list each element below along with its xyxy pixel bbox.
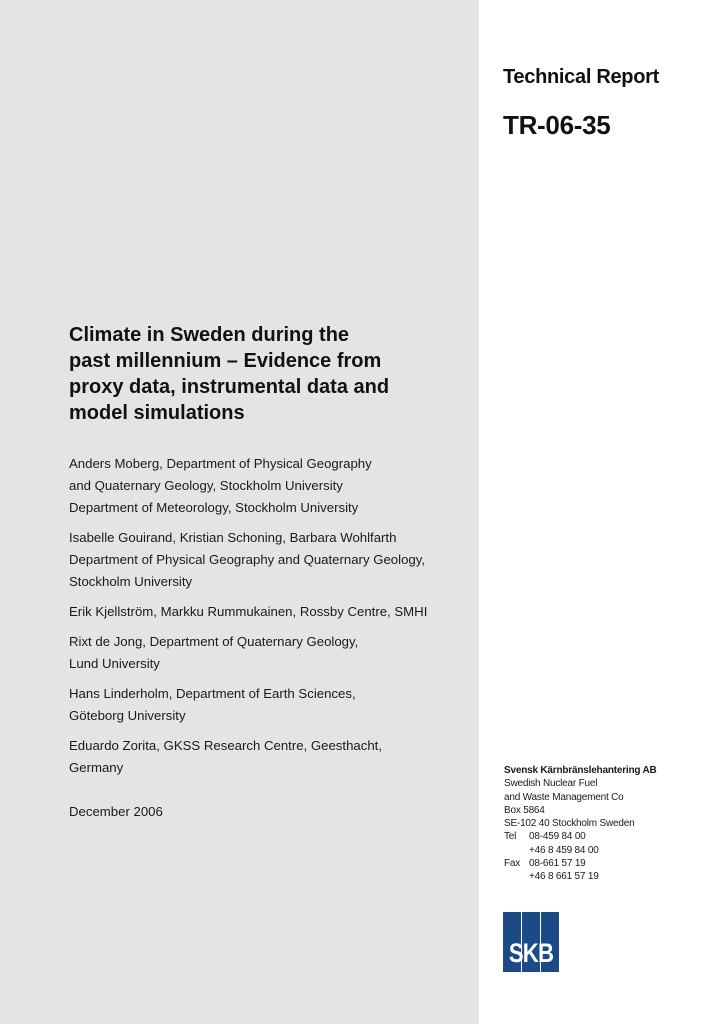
tel-row xyxy=(504,830,657,843)
spacer xyxy=(504,870,529,883)
report-type-label: Technical Report xyxy=(503,66,659,88)
author-line: and Quaternary Geology, Stockholm University xyxy=(69,478,343,493)
author-line: Department of Physical Geography and Quaternary Geology, xyxy=(69,552,426,567)
author-line: Stockholm University xyxy=(69,574,193,589)
author-line: Erik Kjellström, Markku Rummukainen, Rossby Centre, SMHI xyxy=(69,604,428,619)
address-line: Swedish Nuclear Fuel xyxy=(504,778,598,790)
report-title xyxy=(69,322,469,426)
report-number: TR-06-35 xyxy=(503,110,611,140)
fax-row-intl xyxy=(504,870,657,883)
author-line: Hans Linderholm, Department of Earth Sciences, xyxy=(69,686,356,701)
author-entry xyxy=(69,527,469,593)
author-entry xyxy=(69,601,469,623)
title-line: proxy data, instrumental data and xyxy=(69,376,390,398)
author-entry xyxy=(69,683,469,727)
publisher-company: Svensk Kärnbränslehantering AB xyxy=(504,765,657,776)
logo-text: SKB xyxy=(508,938,554,968)
author-line: Eduardo Zorita, GKSS Research Centre, Geesthacht, xyxy=(69,738,382,753)
fax-label: Fax xyxy=(504,858,521,870)
address-line: Box 5864 xyxy=(504,804,545,816)
author-list xyxy=(69,453,469,787)
author-line: Göteborg University xyxy=(69,708,186,723)
author-line: Rixt de Jong, Department of Quaternary Geology, xyxy=(69,634,359,649)
fax-row xyxy=(504,857,657,870)
tel-number-international: +46 8 459 84 00 xyxy=(529,844,599,856)
title-line: model simulations xyxy=(69,402,245,424)
tel-label: Tel xyxy=(504,831,517,843)
author-line: Isabelle Gouirand, Kristian Schoning, Barbara Wohlfarth xyxy=(69,530,397,545)
author-line: Lund University xyxy=(69,656,160,671)
author-line: Anders Moberg, Department of Physical Geography xyxy=(69,456,372,471)
title-line: Climate in Sweden during the xyxy=(69,324,350,346)
author-line: Department of Meteorology, Stockholm University xyxy=(69,500,359,515)
publication-date: December 2006 xyxy=(69,804,163,819)
tel-row-intl xyxy=(504,844,657,857)
fax-number-international: +46 8 661 57 19 xyxy=(529,871,599,883)
publisher-address xyxy=(504,764,657,884)
author-line: Germany xyxy=(69,760,124,775)
author-entry xyxy=(69,631,469,675)
skb-logo xyxy=(503,912,559,972)
address-line: and Waste Management Co xyxy=(504,791,624,803)
tel-number-domestic: 08-459 84 00 xyxy=(529,831,586,843)
author-entry xyxy=(69,735,469,779)
author-entry xyxy=(69,453,469,519)
address-line: SE-102 40 Stockholm Sweden xyxy=(504,818,635,830)
spacer xyxy=(504,844,529,857)
fax-number-domestic: 08-661 57 19 xyxy=(529,858,586,870)
title-line: past millennium – Evidence from xyxy=(69,350,382,372)
